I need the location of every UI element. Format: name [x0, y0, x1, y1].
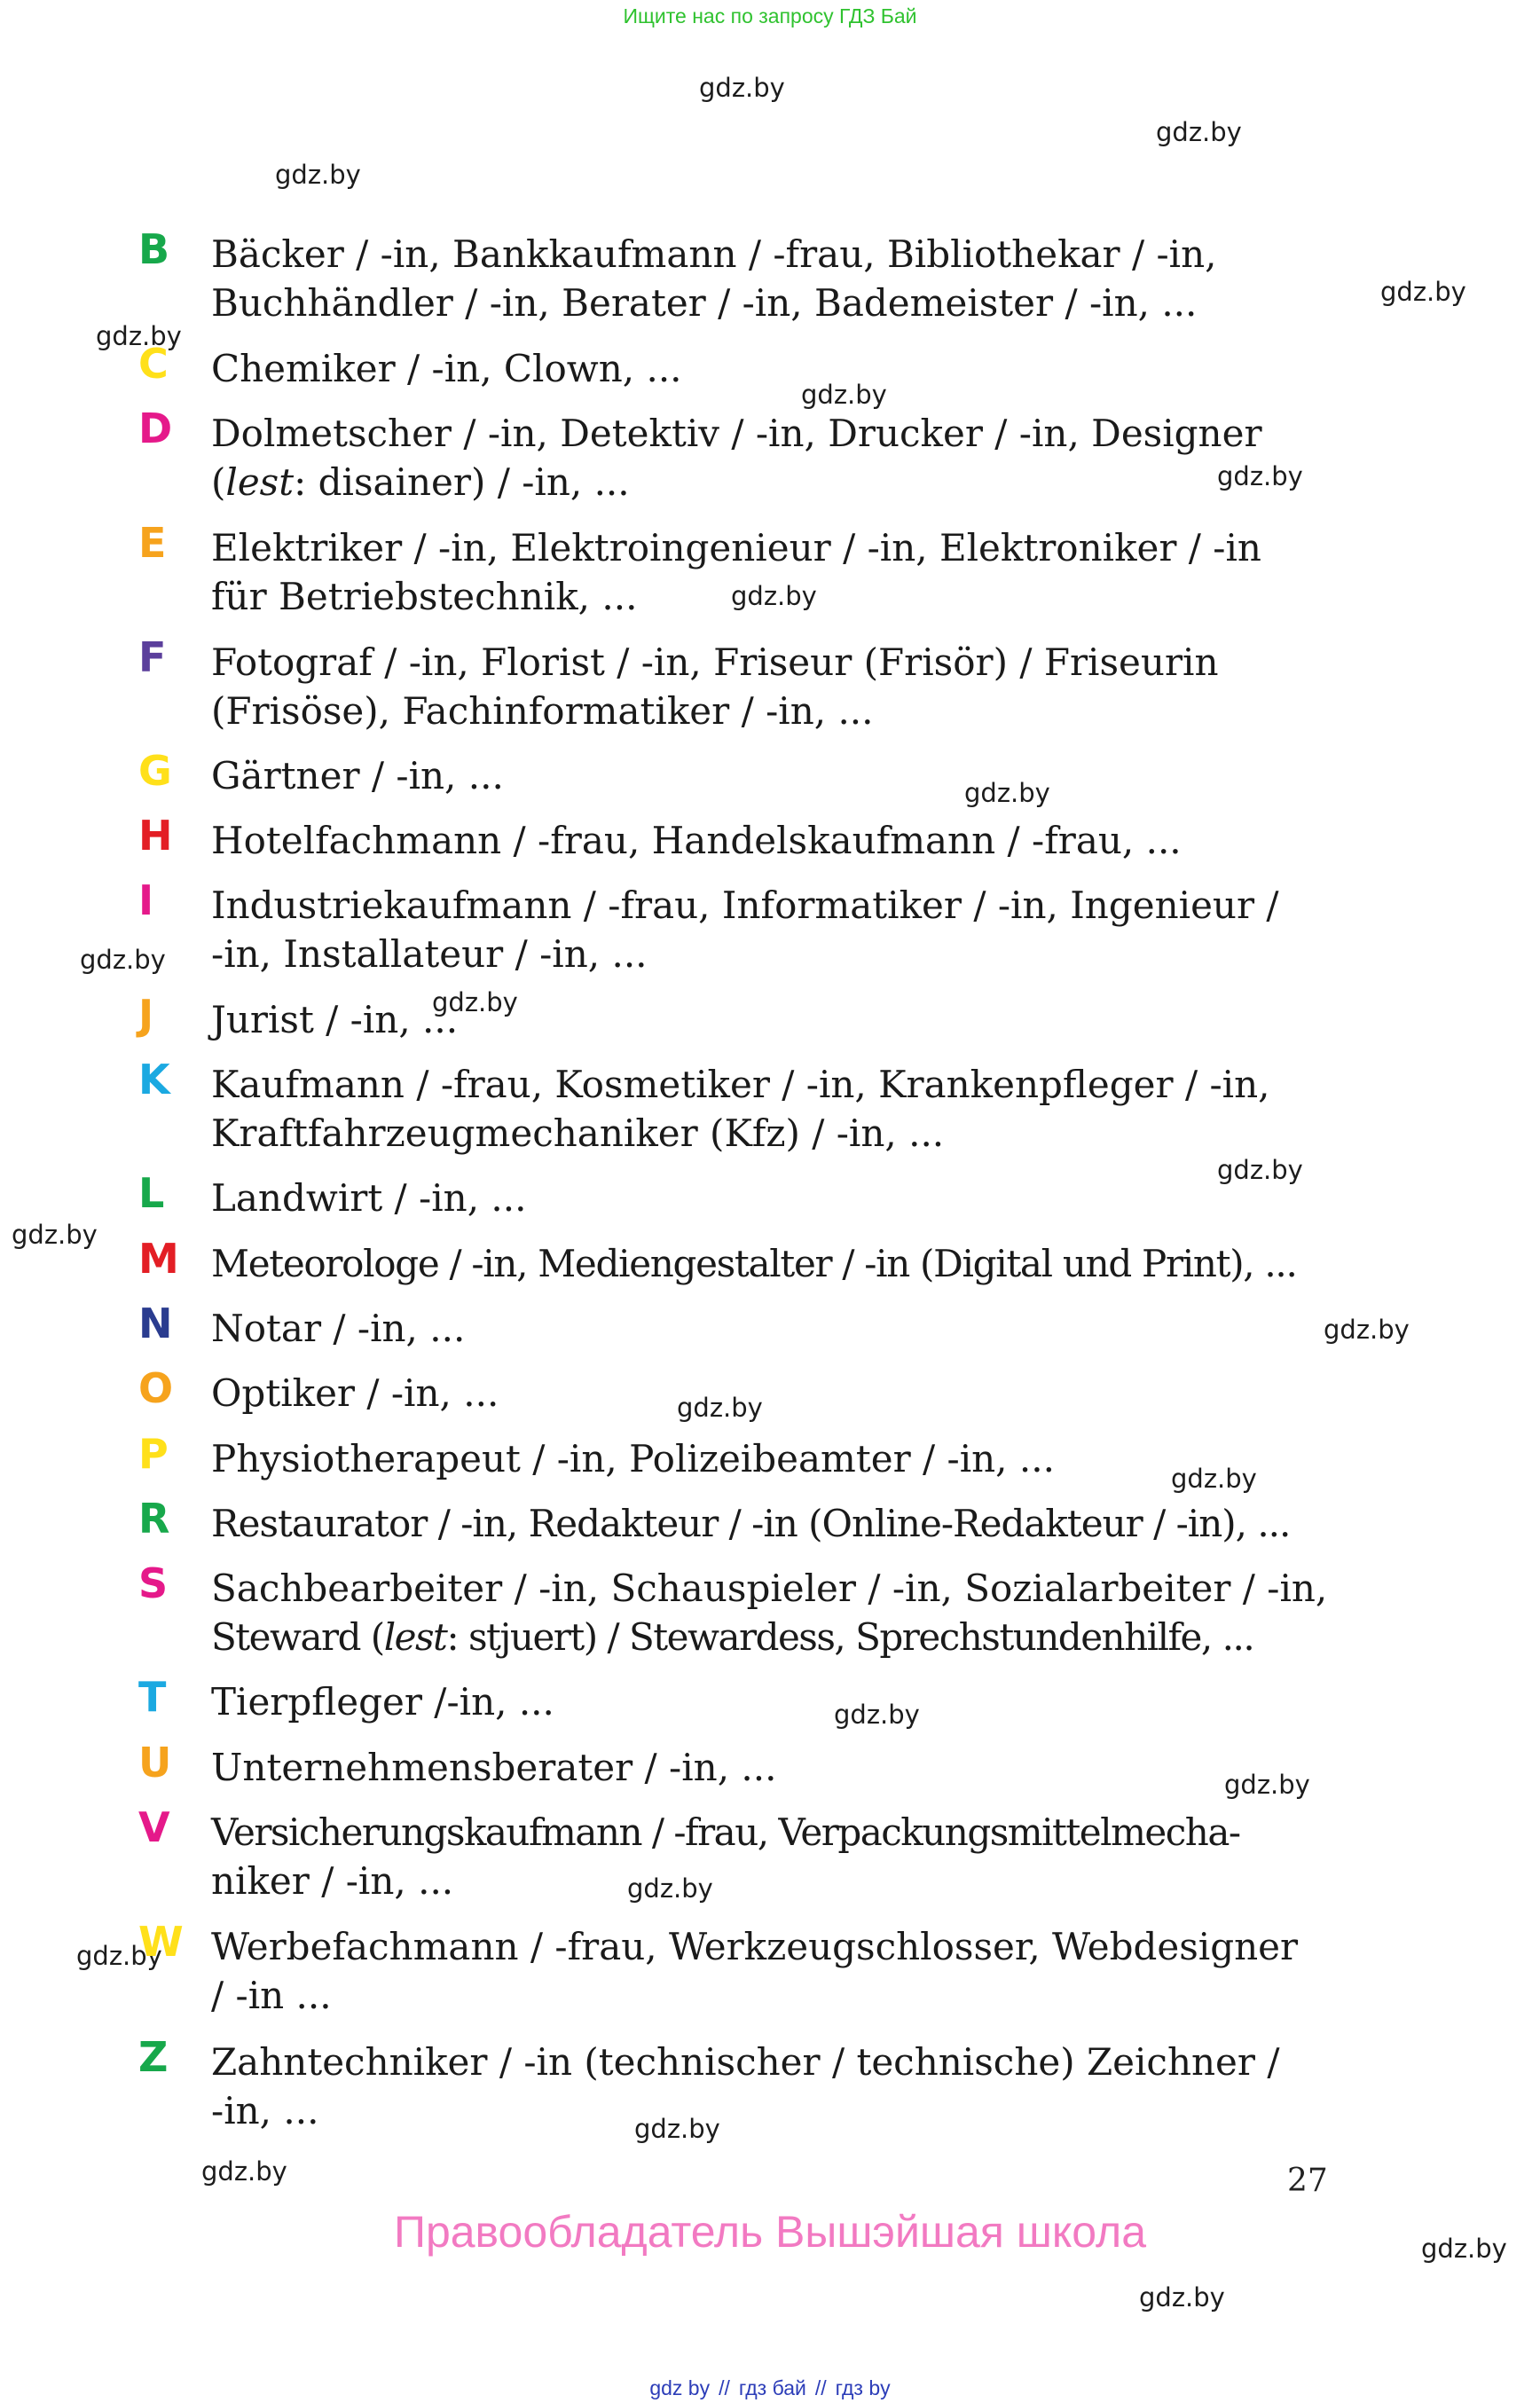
watermark: gdz.by: [677, 1393, 763, 1423]
watermark: gdz.by: [801, 380, 887, 410]
page-number: 27: [1287, 2163, 1328, 2199]
entry-line: / -in ...: [211, 1974, 332, 2017]
letter-g: G: [138, 747, 172, 795]
entry-line: Versicherungskaufmann / -frau, Verpackungsmittelmecha-: [211, 1810, 1240, 1854]
link-gdz-bai[interactable]: гдз бай: [738, 2376, 806, 2399]
entry-line: Kraftfahrzeugmechaniker (Kfz) / -in, ...: [211, 1111, 945, 1155]
watermark: gdz.by: [834, 1700, 920, 1730]
watermark: gdz.by: [201, 2156, 287, 2187]
entry-line: Notar / -in, ...: [211, 1307, 466, 1350]
watermark: gdz.by: [634, 2114, 720, 2144]
entry-line: Meteorologe / -in, Mediengestalter / -in (Digital und Print), ...: [211, 1242, 1297, 1285]
link-separator: //: [814, 2376, 827, 2399]
entry-line: Zahntechniker / -in (technischer / technische) Zeichner /: [211, 2040, 1280, 2084]
letter-s: S: [138, 1559, 169, 1607]
letter-u: U: [138, 1739, 172, 1787]
watermark: gdz.by: [627, 1873, 713, 1904]
letter-m: M: [138, 1235, 179, 1283]
entry-line: Steward (lest: stjuert) / Stewardess, Sprechstundenhilfe, ...: [211, 1615, 1254, 1659]
bottom-links: [0, 2376, 1540, 2400]
watermark: gdz.by: [96, 321, 182, 351]
letter-h: H: [138, 812, 173, 860]
watermark: gdz.by: [964, 778, 1050, 808]
letter-d: D: [138, 404, 173, 452]
watermark: gdz.by: [1224, 1770, 1310, 1800]
letter-t: T: [138, 1673, 167, 1721]
entry-line: Industriekaufmann / -frau, Informatiker / -in, Ingenieur /: [211, 883, 1279, 927]
letter-v: V: [138, 1803, 170, 1851]
top-banner[interactable]: Ищите нас по запросу ГДЗ Бай: [623, 4, 917, 27]
entry-line: -in, ...: [211, 2089, 319, 2132]
letter-i: I: [138, 876, 154, 924]
letter-p: P: [138, 1430, 169, 1478]
letter-o: O: [138, 1364, 174, 1412]
entry-line: Restaurator / -in, Redakteur / -in (Online-Redakteur / -in), ...: [211, 1502, 1291, 1545]
letter-b: B: [138, 225, 170, 273]
entry-line: Chemiker / -in, Clown, ...: [211, 347, 682, 390]
entry-line: Sachbearbeiter / -in, Schauspieler / -in, Sozialarbeiter / -in,: [211, 1567, 1328, 1610]
link-gdz-by-alt[interactable]: гдз by: [835, 2376, 891, 2399]
entry-line: (Frisöse), Fachinformatiker / -in, ...: [211, 689, 874, 733]
watermark: gdz.by: [1217, 1155, 1303, 1185]
entry-line: Dolmetscher / -in, Detektiv / -in, Drucker / -in, Designer: [211, 412, 1262, 455]
entry-line: Elektriker / -in, Elektroingenieur / -in, Elektroniker / -in: [211, 526, 1261, 569]
watermark: gdz.by: [1171, 1464, 1257, 1494]
entry-line: Kaufmann / -frau, Kosmetiker / -in, Krankenpfleger / -in,: [211, 1063, 1270, 1106]
letter-n: N: [138, 1300, 173, 1347]
letter-e: E: [138, 519, 167, 567]
watermark: gdz.by: [76, 1941, 162, 1971]
entry-line: Bäcker / -in, Bankkaufmann / -frau, Bibliothekar / -in,: [211, 232, 1217, 276]
watermark: gdz.by: [1156, 117, 1242, 147]
watermark: gdz.by: [275, 160, 361, 190]
copyright-notice: Правообладатель Вышэйшая школа: [394, 2207, 1146, 2257]
watermark: gdz.by: [1324, 1315, 1410, 1345]
entry-line: Hotelfachmann / -frau, Handelskaufmann / -frau, ...: [211, 819, 1182, 862]
entry-line: Werbefachmann / -frau, Werkzeugschlosser, Webdesigner: [211, 1925, 1299, 1968]
letter-j: J: [138, 991, 154, 1039]
watermark: gdz.by: [432, 987, 518, 1017]
link-separator: //: [719, 2376, 730, 2399]
watermark: gdz.by: [1217, 461, 1303, 491]
entry-line: -in, Installateur / -in, ...: [211, 932, 648, 976]
letter-w: W: [138, 1918, 184, 1966]
entry-line: Fotograf / -in, Florist / -in, Friseur (Frisör) / Friseurin: [211, 640, 1219, 684]
entry-line: für Betriebstechnik, ...: [211, 575, 638, 618]
watermark: gdz.by: [731, 581, 817, 611]
entry-line: (lest: disainer) / -in, ...: [211, 460, 630, 504]
entry-line: Landwirt / -in, ...: [211, 1176, 527, 1220]
entry-line: Unternehmensberater / -in, ...: [211, 1746, 777, 1789]
entry-line: Optiker / -in, ...: [211, 1371, 499, 1415]
entry-line: niker / -in, ...: [211, 1859, 454, 1903]
letter-c: C: [138, 340, 169, 388]
entry-line: Buchhändler / -in, Berater / -in, Bademeister / -in, ...: [211, 281, 1198, 325]
entry-line: Gärtner / -in, ...: [211, 754, 504, 797]
letter-z: Z: [138, 2033, 169, 2081]
watermark: gdz.by: [80, 945, 166, 975]
letter-k: K: [138, 1056, 170, 1103]
watermark: gdz.by: [12, 1220, 98, 1250]
watermark: gdz.by: [1421, 2234, 1507, 2264]
letter-r: R: [138, 1495, 170, 1543]
entry-line: Tierpfleger /-in, ...: [211, 1680, 554, 1724]
watermark: gdz.by: [1139, 2282, 1225, 2313]
letter-l: L: [138, 1169, 165, 1217]
watermark: gdz.by: [1380, 277, 1466, 307]
entry-line: Jurist / -in, ...: [211, 998, 459, 1041]
link-gdz-by[interactable]: gdz by: [649, 2376, 711, 2399]
entry-line: Physiotherapeut / -in, Polizeibeamter / -in, ...: [211, 1437, 1055, 1480]
letter-f: F: [138, 633, 167, 681]
watermark: gdz.by: [699, 73, 785, 103]
